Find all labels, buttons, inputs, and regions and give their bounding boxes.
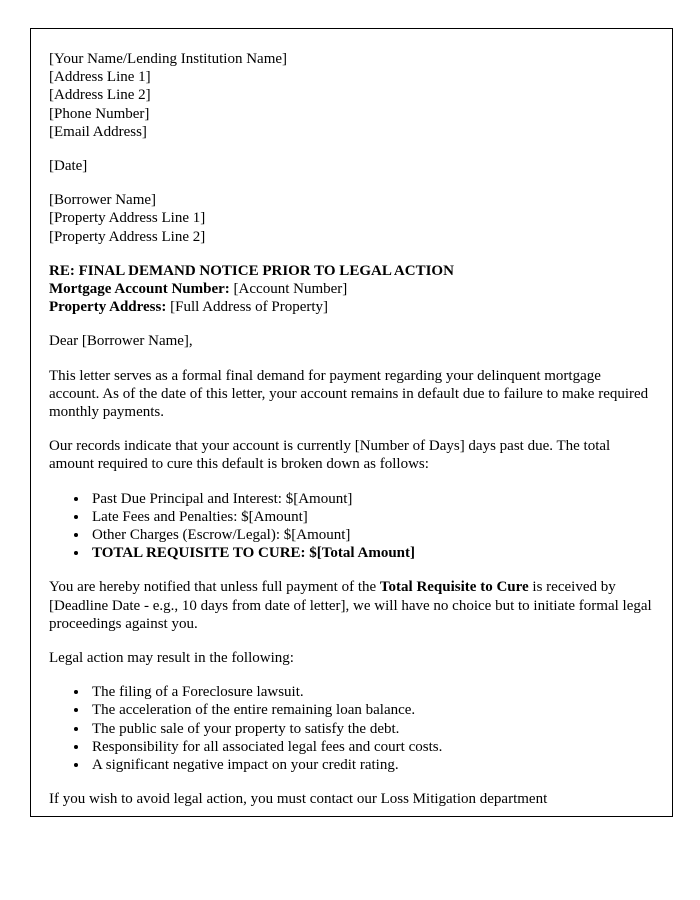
property-address-value: [Full Address of Property] — [166, 299, 329, 316]
recipient-address-line-2: [Property Address Line 2] — [49, 228, 206, 245]
subject-block — [49, 262, 654, 317]
sender-name-line: [Your Name/Lending Institution Name] — [49, 51, 288, 67]
subject-line: RE: FINAL DEMAND NOTICE PRIOR TO LEGAL ACTION — [49, 262, 454, 279]
list-item-other-charges: • Other Charges (Escrow/Legal): $[Amount] — [89, 526, 654, 544]
paragraph-closing: If you wish to avoid legal action, you must contact our Loss Mitigation department — [49, 791, 548, 808]
sender-phone-line: [Phone Number] — [49, 105, 150, 122]
list-item-past-due: • Past Due Principal and Interest: $[Amount] — [89, 490, 654, 508]
list-item-fees-costs: • Responsibility for all associated legal fees and court costs. — [89, 738, 654, 756]
paragraph-intro: This letter serves as a formal final demand for payment regarding your delinquent mortgage account. As of the date of this letter, your account remains in default due to failure to make required monthly payments. — [49, 367, 649, 421]
recipient-name-line: [Borrower Name] — [49, 192, 157, 209]
list-item-late-fees: • Late Fees and Penalties: $[Amount] — [89, 508, 654, 526]
notice-text-bold: Total Requisite to Cure — [379, 579, 529, 596]
list-item-public-sale: • The public sale of your property to satisfy the debt. — [89, 720, 654, 738]
list-item-foreclosure: • The filing of a Foreclosure lawsuit. — [89, 683, 654, 701]
list-item-credit-impact: • A significant negative impact on your credit rating. — [89, 756, 654, 774]
sender-address-line-2: [Address Line 2] — [49, 87, 151, 104]
paragraph-notice — [49, 578, 654, 633]
paragraph-records: Our records indicate that your account is currently [Number of Days] days past due. The total amount required to cure this default is broken down as follows: — [49, 438, 611, 473]
list-item-total-requisite: • TOTAL REQUISITE TO CURE: $[Total Amount] — [89, 544, 654, 562]
property-address-label: Property Address: — [49, 299, 167, 316]
paragraph-legal-intro: Legal action may result in the following: — [49, 650, 294, 667]
sender-email-line: [Email Address] — [49, 123, 147, 140]
account-number-label: Mortgage Account Number: — [49, 281, 230, 298]
account-number-line — [49, 280, 654, 298]
sender-block — [49, 50, 654, 141]
letter-body — [30, 28, 673, 817]
recipient-block — [49, 191, 654, 246]
notice-text-post: is received by [Deadline Date - e.g., 10 days from date of letter], we will have no choice but to initiate formal legal proceedings against you. — [49, 579, 652, 632]
recipient-address-line-1: [Property Address Line 1] — [49, 210, 206, 227]
notice-text-pre: You are hereby notified that unless full payment of the — [49, 579, 380, 596]
date-line: [Date] — [49, 158, 88, 175]
account-number-value: [Account Number] — [229, 281, 348, 298]
legal-consequences-list — [49, 683, 654, 774]
amounts-list — [49, 490, 654, 563]
salutation: Dear [Borrower Name], — [49, 333, 193, 350]
sender-address-line-1: [Address Line 1] — [49, 69, 151, 86]
property-address-line — [49, 298, 654, 316]
list-item-acceleration: • The acceleration of the entire remaining loan balance. — [89, 701, 654, 719]
